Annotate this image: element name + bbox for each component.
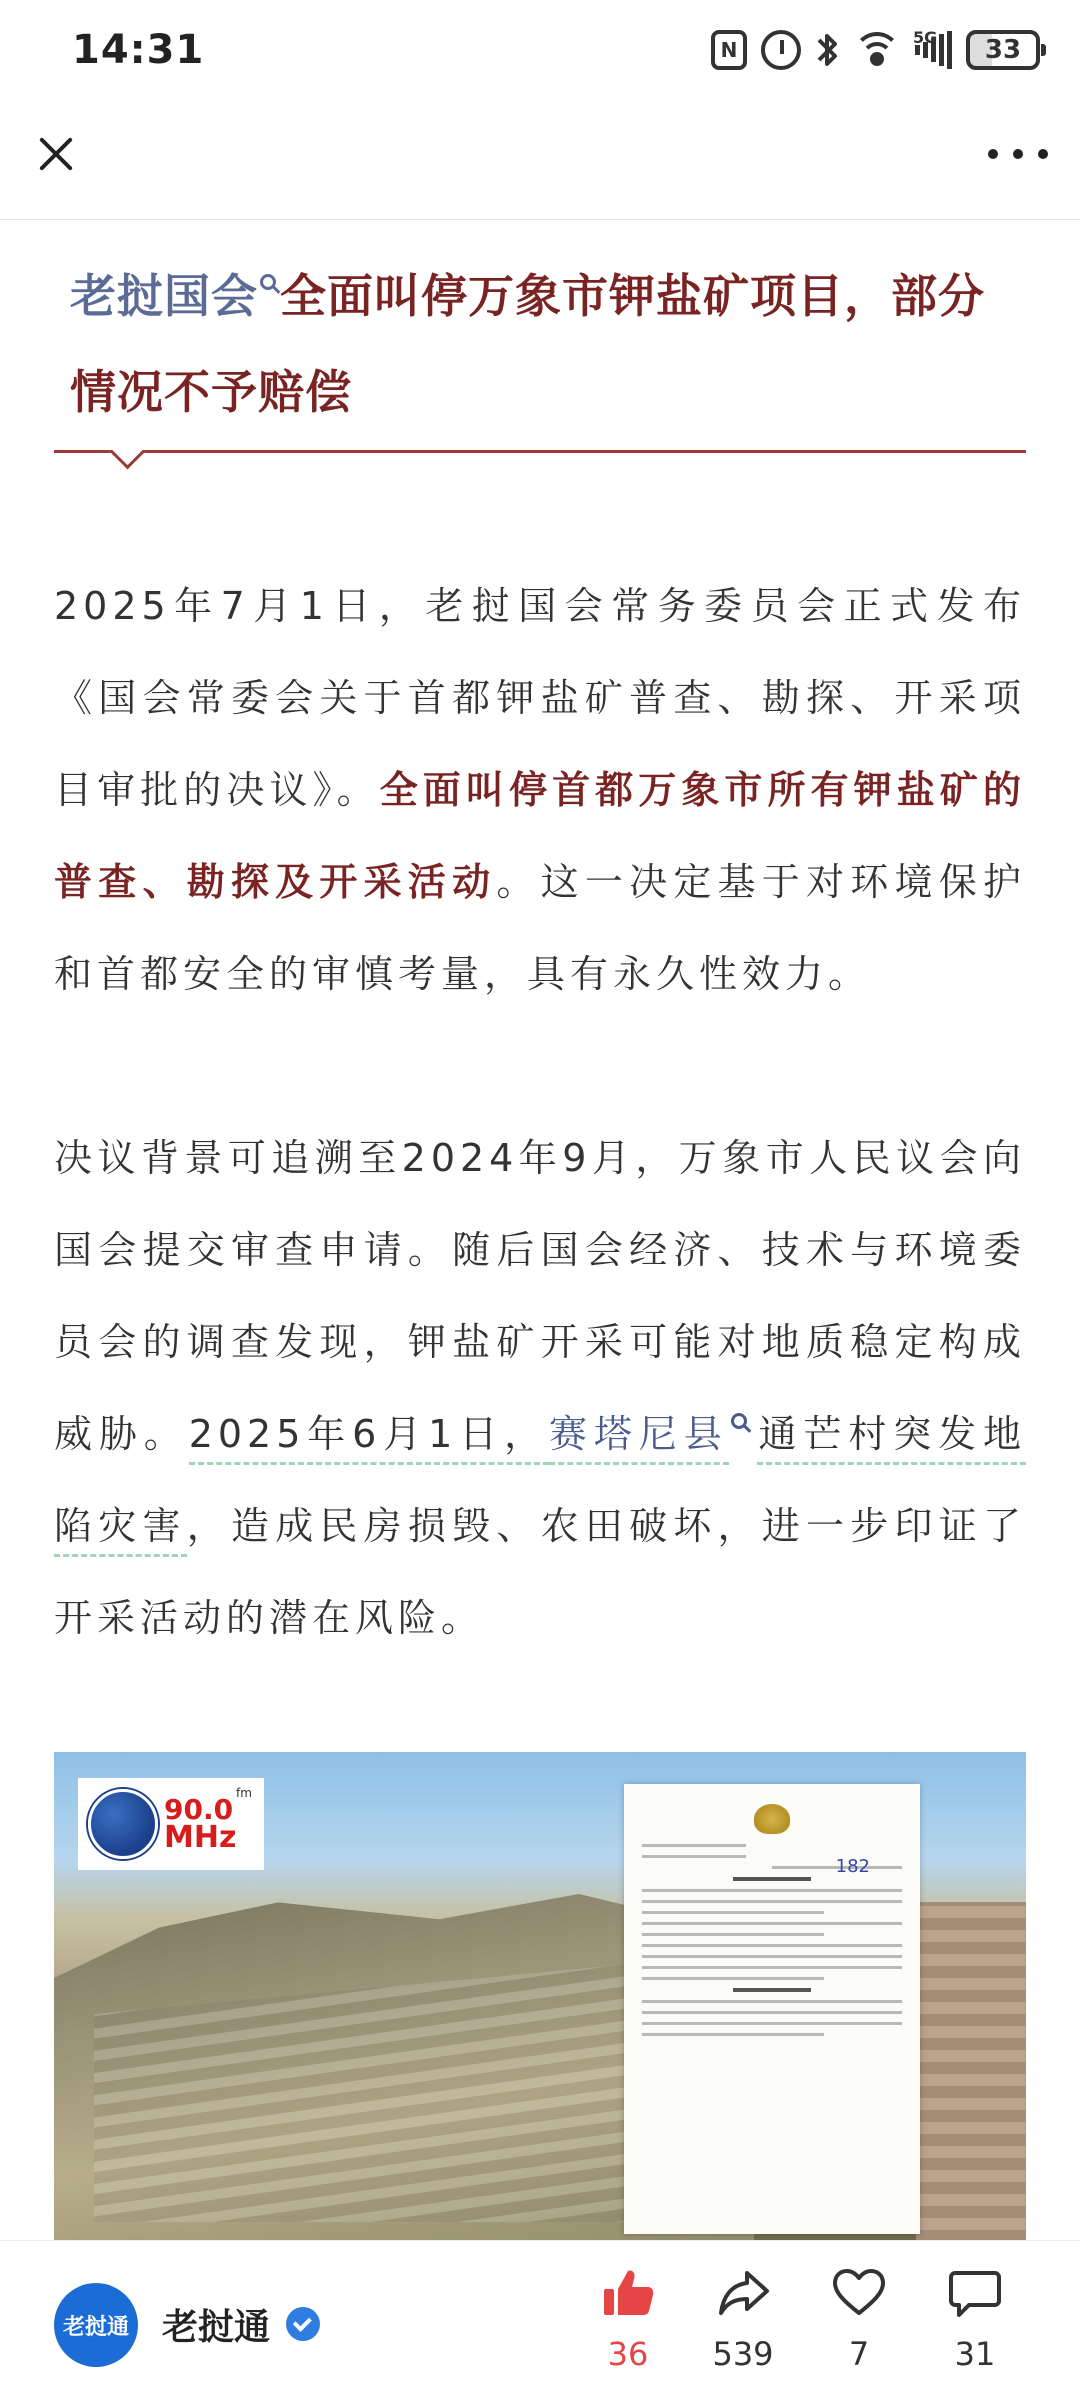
close-icon[interactable] bbox=[30, 128, 82, 180]
headline-divider bbox=[54, 450, 1026, 453]
highlighted-text: 通芒村突发地陷灾害 bbox=[54, 1412, 1026, 1557]
bottom-bar bbox=[0, 2240, 1080, 2400]
radio-fm: fm bbox=[236, 1786, 252, 1800]
doc-line bbox=[642, 2033, 824, 2036]
doc-line bbox=[642, 1933, 824, 1936]
comment-count: 31 bbox=[954, 2335, 996, 2373]
doc-line bbox=[642, 1977, 824, 1980]
doc-line bbox=[642, 1900, 902, 1903]
author-name[interactable]: 老挝通 bbox=[162, 2307, 271, 2348]
paragraph-emphasis: 全面叫停首都万象市所有钾盐矿的普查、勘探及开采活动 bbox=[54, 768, 1026, 904]
place-link[interactable]: 赛塔尼县 bbox=[549, 1412, 729, 1465]
divider-notch bbox=[106, 450, 146, 472]
doc-line bbox=[642, 2011, 902, 2014]
doc-line bbox=[642, 1922, 902, 1925]
alarm-icon bbox=[761, 30, 801, 70]
headline-tag-link[interactable]: 老挝国会 bbox=[70, 269, 258, 323]
comment-button[interactable] bbox=[930, 2263, 1020, 2383]
status-icons bbox=[711, 30, 1040, 70]
radio-text bbox=[164, 1793, 237, 1855]
article-image[interactable] bbox=[54, 1752, 1026, 2242]
battery-level: 33 bbox=[984, 35, 1022, 65]
article-headline bbox=[70, 248, 1020, 440]
share-button[interactable] bbox=[698, 2263, 788, 2383]
doc-line bbox=[642, 2022, 902, 2025]
emblem-icon bbox=[754, 1804, 790, 1834]
article-paragraph-2 bbox=[54, 1112, 1026, 1664]
radio-frequency: 90.0 bbox=[164, 1793, 234, 1826]
paragraph-text: 2025年7月1日，老挝国会常务委员会正式发布《国会常委会关于首都钾盐矿普查、勘探、开采项目审批的决议》。 bbox=[54, 584, 1026, 812]
paragraph-text: ，造成民房损毁、农田破坏，进一步印证了开采活动的潜在风险。 bbox=[54, 1504, 1026, 1640]
doc-line bbox=[733, 1877, 811, 1881]
favorite-count: 7 bbox=[848, 2335, 870, 2373]
network-type: 5G bbox=[913, 28, 938, 47]
article-paragraph-1 bbox=[54, 560, 1026, 1020]
doc-line bbox=[642, 1955, 902, 1958]
nfc-icon: N bbox=[711, 30, 747, 70]
share-count: 539 bbox=[712, 2335, 774, 2373]
share-icon bbox=[713, 2263, 773, 2323]
doc-line bbox=[642, 1889, 902, 1892]
radio-emblem-icon bbox=[88, 1789, 158, 1859]
highlighted-text: 2025年6月1日， bbox=[189, 1412, 549, 1465]
radio-unit: MHz bbox=[164, 1820, 237, 1855]
paragraph-text: 决议背景可追溯至2024年9月，万象市人民议会向国会提交审查申请。随后国会经济、技术与环境委员会的调查发现，钾盐矿开采可能对地质稳定构成威胁。 bbox=[54, 1136, 1026, 1456]
comment-icon bbox=[945, 2263, 1005, 2323]
favorite-button[interactable] bbox=[814, 2263, 904, 2383]
doc-line bbox=[642, 1944, 902, 1947]
doc-line bbox=[642, 1855, 746, 1858]
like-count: 36 bbox=[607, 2335, 649, 2373]
nav-bar bbox=[0, 100, 1080, 220]
search-icon[interactable] bbox=[731, 1413, 747, 1429]
bluetooth-icon bbox=[815, 30, 841, 70]
document-number: 182 bbox=[835, 1856, 870, 1877]
search-icon[interactable] bbox=[260, 274, 276, 290]
avatar-text: 老挝通 bbox=[62, 2314, 129, 2340]
doc-line bbox=[642, 1844, 746, 1847]
doc-line bbox=[733, 1988, 811, 1992]
doc-line bbox=[642, 2000, 902, 2003]
heart-icon bbox=[829, 2263, 889, 2323]
thumbs-up-icon bbox=[598, 2263, 658, 2323]
verified-badge-icon bbox=[286, 2307, 320, 2341]
headline-title: 全面叫停万象市钾盐矿项目，部分情况不予赔偿 bbox=[70, 269, 985, 419]
decision-document bbox=[624, 1784, 920, 2234]
battery-icon bbox=[966, 30, 1040, 70]
radio-logo bbox=[78, 1778, 264, 1870]
doc-line bbox=[642, 1911, 824, 1914]
avatar[interactable] bbox=[54, 2283, 138, 2367]
mine-terraces-right bbox=[916, 1902, 1026, 2242]
signal-icon bbox=[913, 30, 952, 70]
wifi-icon bbox=[855, 30, 899, 70]
more-icon[interactable] bbox=[988, 134, 1048, 174]
paragraph-text: 。这一决定基于对环境保护和首都安全的审慎考量，具有永久性效力。 bbox=[54, 860, 1026, 996]
doc-line bbox=[642, 1966, 902, 1969]
like-button[interactable] bbox=[583, 2263, 673, 2383]
status-bar bbox=[0, 0, 1080, 100]
status-time: 14:31 bbox=[72, 27, 205, 73]
